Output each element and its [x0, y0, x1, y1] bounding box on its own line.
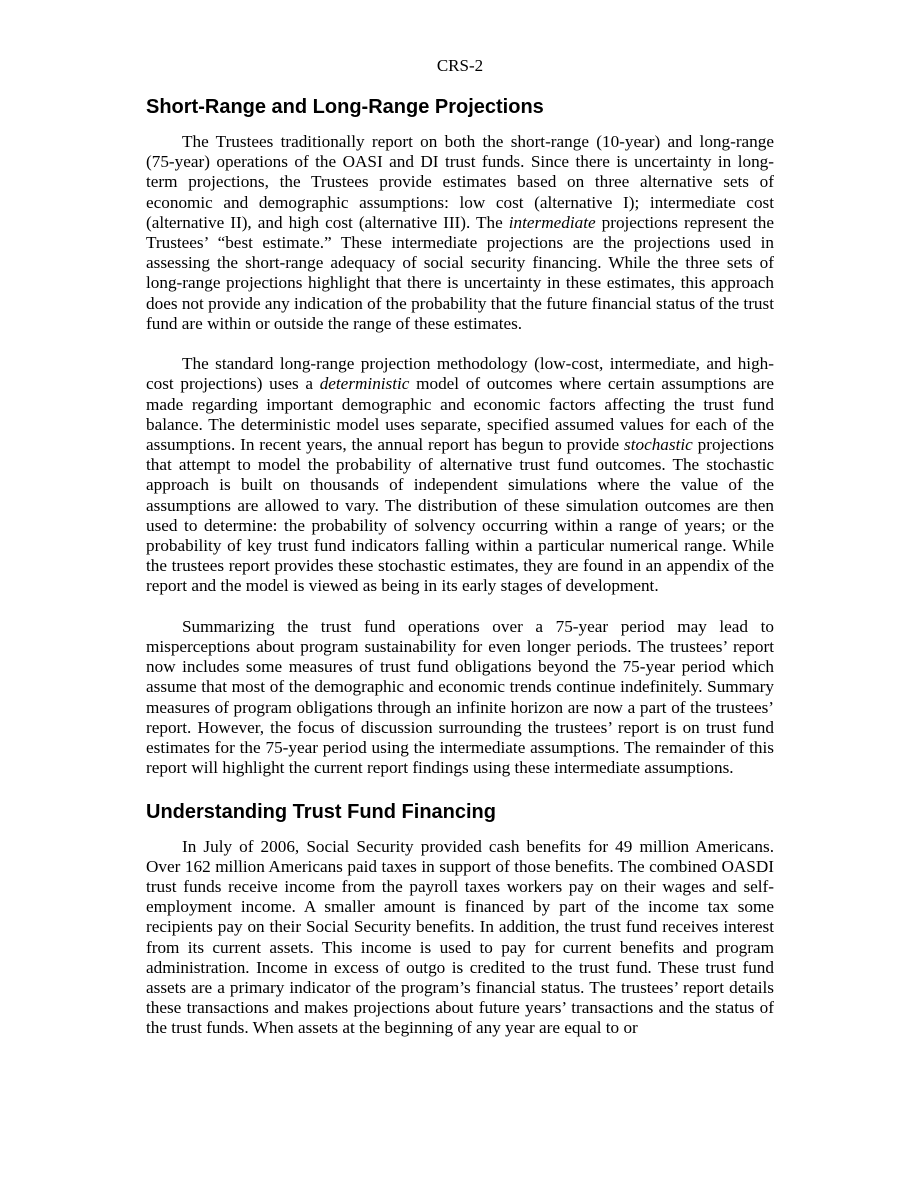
document-body [146, 94, 774, 1039]
paragraph-projections-overview [146, 132, 774, 334]
paragraph-financing: In July of 2006, Social Security provided cash benefits for 49 million Americans. Over 162 million Americans paid taxes in support of those benefits. The combined OASDI trust funds receive income from the payroll taxes workers pay on their wages and self-employment income. A smaller amount is financed by part of the income tax some recipients pay on their Social Security benefits. In addition, the trust fund receives interest from its current assets. This income is used to pay for current benefits and program administration. Income in excess of outgo is credited to the trust fund. These trust fund assets are a primary indicator of the program’s financial status. The trustees’ report details these transactions and makes projections about future years’ transactions and the status of the trust funds. When assets at the beginning of any year are equal to or [146, 836, 774, 1038]
section-heading-projections: Short-Range and Long-Range Projections [146, 96, 544, 118]
emphasis-intermediate: intermediate [508, 212, 596, 232]
section-heading-financing: Understanding Trust Fund Financing [146, 800, 496, 823]
paragraph-text: projections that attempt to model the probability of alternative trust fund outcomes. The stochastic approach is built on thousands of independent simulations where the value of the assumptions are allowed to vary. The distribution of these simulation outcomes are then used to determine: the probability of solvency occurring within a range of years; or the probability of key trust fund indicators falling within a particular numerical range. While the trustees report provides these stochastic estimates, they are found in an appendix of the report and the model is viewed as being in its early stages of development. [146, 435, 774, 596]
paragraph-text: The standard long-range projection methodology (low-cost, intermediate, and high-cost projections) uses a [146, 354, 774, 394]
page-number: CRS-2 [436, 56, 484, 75]
paragraph-methodology [146, 354, 774, 596]
paragraph-summarizing: Summarizing the trust fund operations over a 75-year period may lead to misperceptions about program sustainability for even longer periods. The trustees’ report now includes some measures of trust fund obligations beyond the 75-year period which assume that most of the demographic and economic trends continue indefinitely. Summary measures of program obligations through an infinite horizon are now a part of the trustees’ report. However, the focus of discussion surrounding the trustees’ report is on trust fund estimates for the 75-year period using the intermediate assumptions. The remainder of this report will highlight the current report findings using these intermediate assumptions. [146, 616, 774, 778]
emphasis-stochastic: stochastic [624, 435, 693, 455]
emphasis-deterministic: deterministic [319, 374, 410, 394]
paragraph-text: The Trustees traditionally report on both the short-range (10-year) and long-range (75-year) operations of the OASI and DI trust funds. Since there is uncertainty in long-term projections, the Trustees provide estimates based on three alternative sets of economic and demographic assumptions: low cost (alternative I); intermediate cost (alternative II), and high cost (alternative III). The [146, 132, 774, 232]
paragraph-text: model of outcomes where certain assumptions are made regarding important demographic and economic factors affecting the trust fund balance. The deterministic model uses separate, specified assumed values for each of the assumptions. In recent years, the annual report has begun to provide [146, 374, 774, 455]
paragraph-text: projections represent the Trustees’ “best estimate.” These intermediate projections are the projections used in assessing the short-range adequacy of social security financing. While the three sets of long-range projections highlight that there is uncertainty in these estimates, this approach does not provide any indication of the probability that the future financial status of the trust fund are within or outside the range of these estimates. [146, 212, 774, 333]
